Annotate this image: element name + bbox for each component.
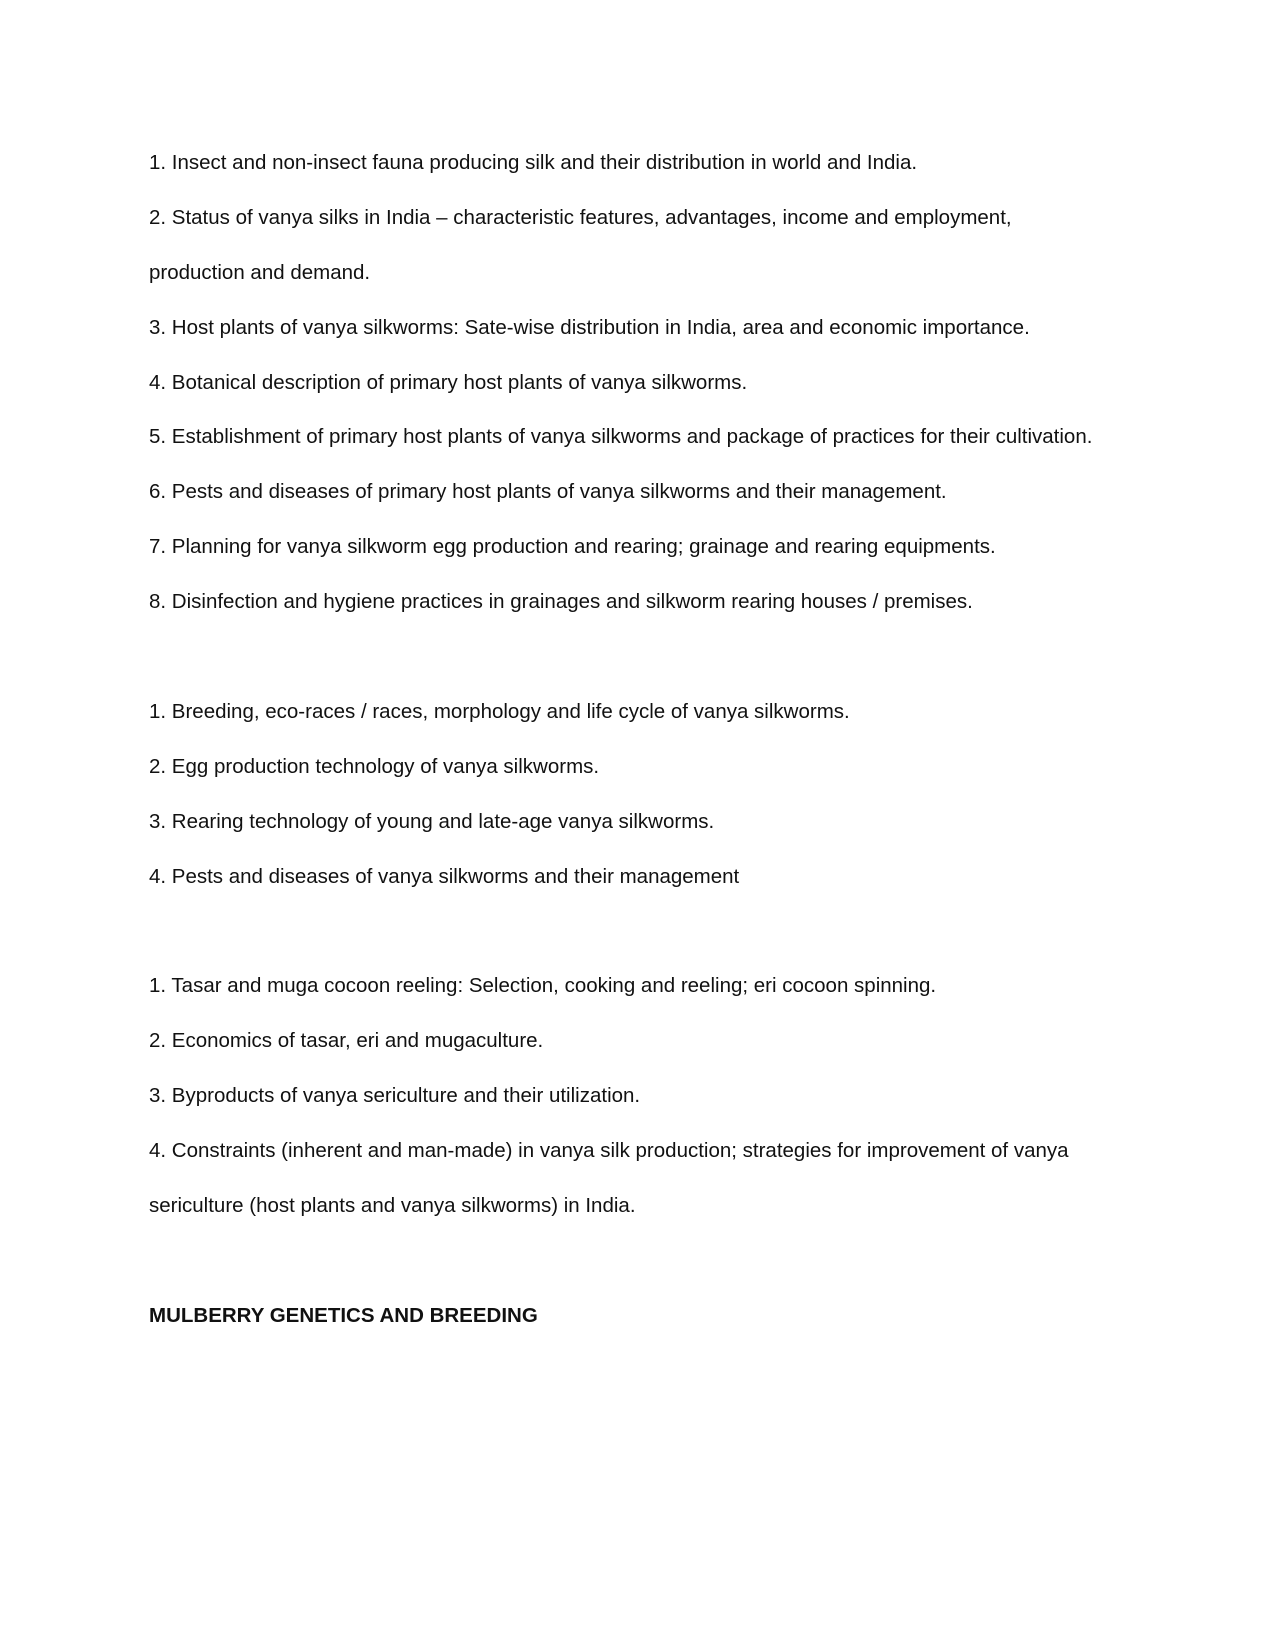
- list-item: 6. Pests and diseases of primary host plants of vanya silkworms and their management.: [149, 480, 947, 503]
- list-item: 2. Egg production technology of vanya silkworms.: [149, 755, 600, 778]
- list-item: 7. Planning for vanya silkworm egg production and rearing; grainage and rearing equipments.: [149, 535, 996, 558]
- list-item: 2. Status of vanya silks in India – characteristic features, advantages, income and employment,: [149, 206, 1012, 229]
- list-item-continuation: sericulture (host plants and vanya silkworms) in India.: [149, 1194, 636, 1217]
- list-item: 1. Insect and non-insect fauna producing silk and their distribution in world and India.: [149, 151, 918, 174]
- list-item: 3. Host plants of vanya silkworms: Sate-wise distribution in India, area and economic importance.: [149, 316, 1030, 339]
- list-item: 3. Rearing technology of young and late-age vanya silkworms.: [149, 810, 715, 833]
- list-item: 5. Establishment of primary host plants of vanya silkworms and package of practices for their cultivation.: [149, 425, 1093, 448]
- list-item: 1. Breeding, eco-races / races, morphology and life cycle of vanya silkworms.: [149, 700, 850, 723]
- list-item: 4. Constraints (inherent and man-made) in vanya silk production; strategies for improvement of vanya: [149, 1139, 1069, 1162]
- list-item: 4. Botanical description of primary host plants of vanya silkworms.: [149, 371, 748, 394]
- list-item: 2. Economics of tasar, eri and mugaculture.: [149, 1029, 544, 1052]
- list-item: 1. Tasar and muga cocoon reeling: Selection, cooking and reeling; eri cocoon spinning.: [149, 974, 937, 997]
- list-item: 8. Disinfection and hygiene practices in grainages and silkworm rearing houses / premises.: [149, 590, 973, 613]
- section-heading: MULBERRY GENETICS AND BREEDING: [149, 1304, 538, 1327]
- list-item-continuation: production and demand.: [149, 261, 371, 284]
- list-item: 3. Byproducts of vanya sericulture and their utilization.: [149, 1084, 641, 1107]
- list-item: 4. Pests and diseases of vanya silkworms and their management: [149, 865, 740, 888]
